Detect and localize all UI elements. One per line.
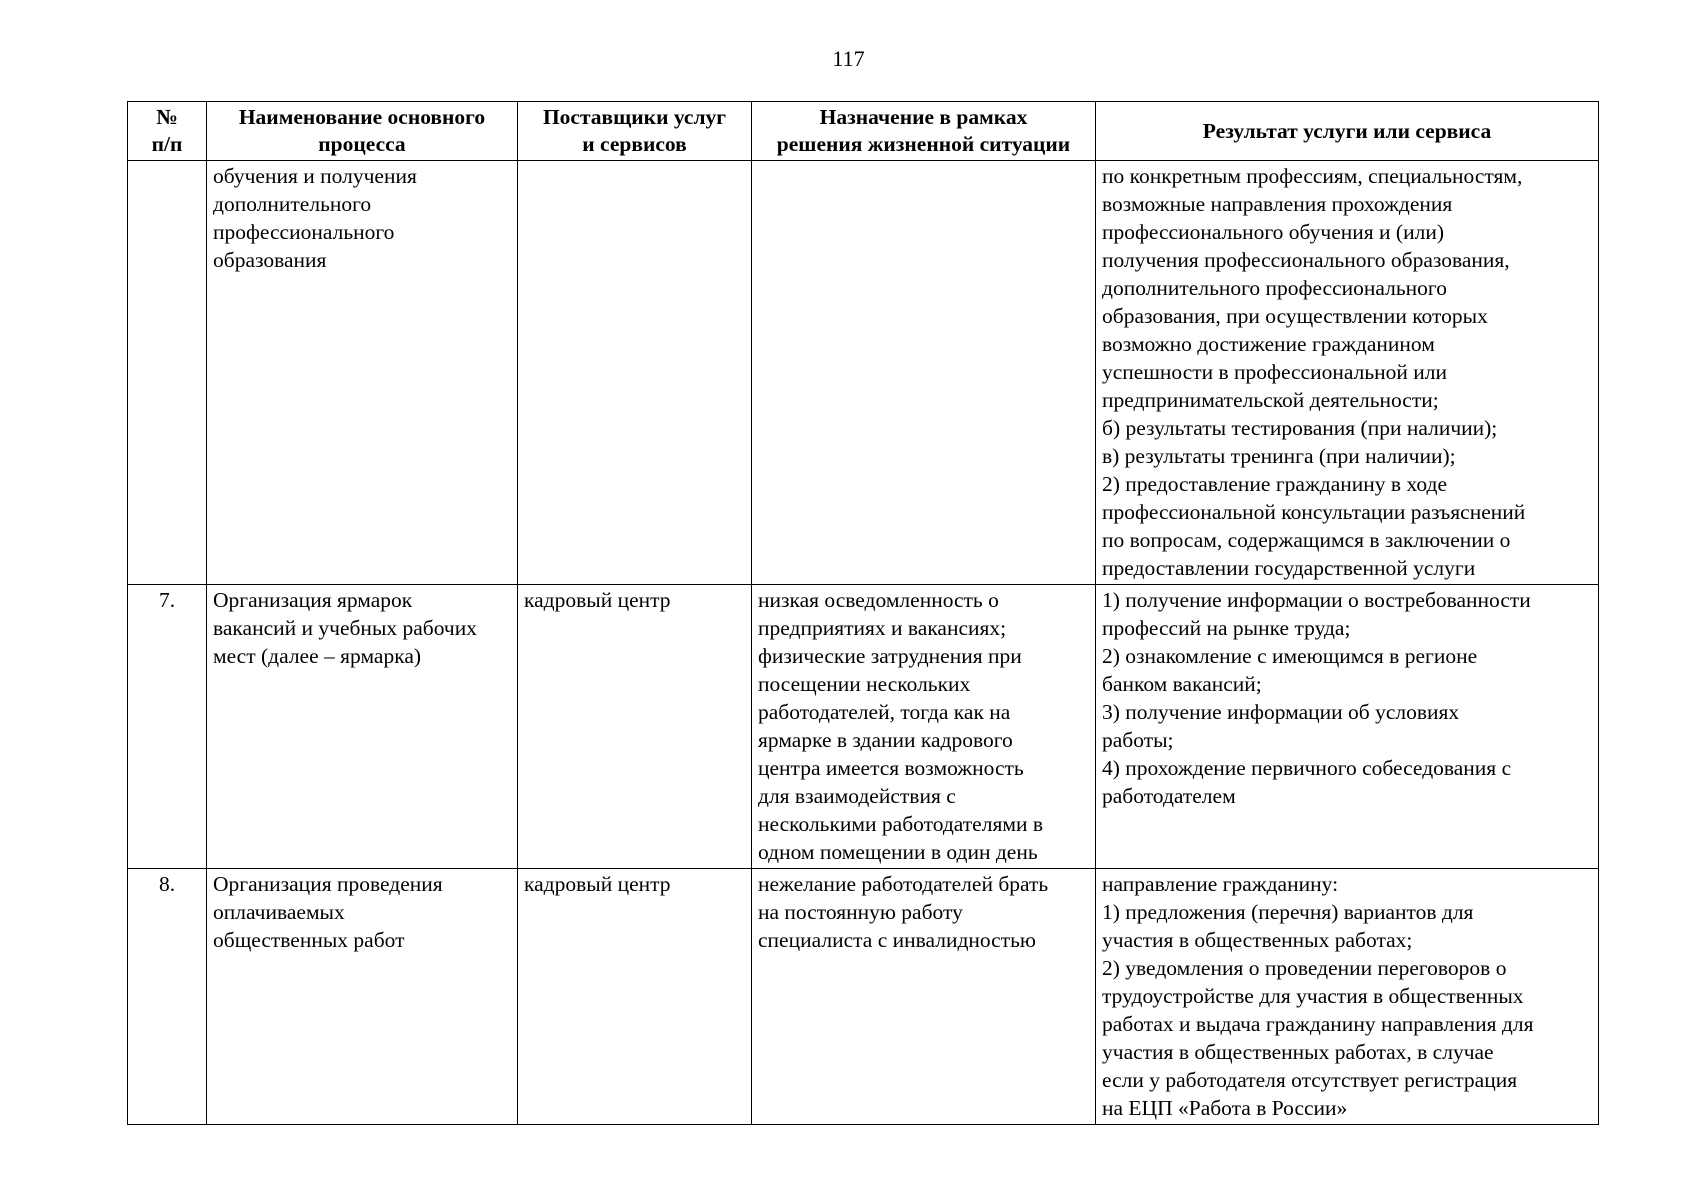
row-process: Организация проведения оплачиваемых общественных работ: [207, 869, 518, 1125]
row-providers: кадровый центр: [518, 585, 752, 869]
row-num: 8.: [128, 869, 207, 1125]
row-process: обучения и получения дополнительного профессионального образования: [207, 161, 518, 585]
row-purpose: низкая осведомленность о предприятиях и вакансиях; физические затруднения при посещении нескольких работодателей, тогда как на ярмарке в здании кадрового центра имеется возможность для взаимодействия с несколькими работодателями в одном помещении в один день: [752, 585, 1096, 869]
page-number: 117: [832, 46, 865, 71]
header-process: Наименование основного процесса: [207, 102, 518, 161]
table-row: [128, 869, 1599, 1125]
table-row: [128, 161, 1599, 585]
row-result: 1) получение информации о востребованности профессий на рынке труда; 2) ознакомление с имеющимся в регионе банком вакансий; 3) получение информации об условиях работы; 4) прохождение первичного собеседования с работодателем: [1096, 585, 1599, 869]
row-process: Организация ярмарок вакансий и учебных рабочих мест (далее – ярмарка): [207, 585, 518, 869]
row-providers: кадровый центр: [518, 869, 752, 1125]
header-purpose: Назначение в рамках решения жизненной ситуации: [752, 102, 1096, 161]
header-num: № п/п: [128, 102, 207, 161]
row-result: по конкретным профессиям, специальностям, возможные направления прохождения профессионального обучения и (или) получения профессионального образования, дополнительного профессионального образования, при осуществлении которых возможно достижение гражданином успешности в профессиональной или предпринимательской деятельности; б) результаты тестирования (при наличии); в) результаты тренинга (при наличии); 2) предоставление гражданину в ходе профессиональной консультации разъяснений по вопросам, содержащимся в заключении о предоставлении государственной услуги: [1096, 161, 1599, 585]
header-providers: Поставщики услуг и сервисов: [518, 102, 752, 161]
row-providers: [518, 161, 752, 585]
row-purpose: нежелание работодателей брать на постоянную работу специалиста с инвалидностью: [752, 869, 1096, 1125]
row-result: направление гражданину: 1) предложения (перечня) вариантов для участия в общественных работах; 2) уведомления о проведении переговоров о трудоустройстве для участия в общественных работах и выдача гражданину направления для участия в общественных работах, в случае если у работодателя отсутствует регистрация на ЕЦП «Работа в России»: [1096, 869, 1599, 1125]
services-table: [127, 101, 1599, 1125]
row-num: [128, 161, 207, 585]
row-purpose: [752, 161, 1096, 585]
table-header-row: [128, 102, 1599, 161]
row-num: 7.: [128, 585, 207, 869]
table-row: [128, 585, 1599, 869]
header-result: Результат услуги или сервиса: [1096, 102, 1599, 161]
